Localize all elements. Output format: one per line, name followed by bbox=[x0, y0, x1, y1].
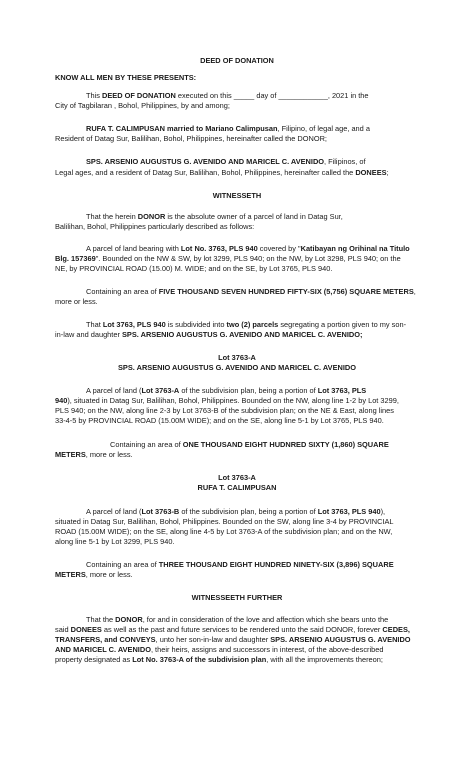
text: Containing an area of bbox=[110, 440, 183, 449]
lot-a-area-2 bbox=[55, 450, 427, 460]
conveyance-line-3 bbox=[55, 635, 427, 645]
area-unit: METERS bbox=[55, 570, 86, 579]
intro-heading: KNOW ALL MEN BY THESE PRESENTS: bbox=[55, 73, 197, 82]
text: covered by " bbox=[257, 244, 301, 253]
text: executed on this _____ day of ____________, 2021 in the bbox=[175, 91, 369, 100]
donor-line bbox=[86, 124, 458, 134]
execution-place: City of Tagbilaran , Bohol, Philippines, by and among; bbox=[55, 101, 230, 110]
text: , Filipino, of legal age, and a bbox=[277, 124, 370, 133]
title-name: Katibayan ng Orihinal na Titulo bbox=[300, 244, 410, 253]
lot-number: Lot No. 3763, PLS 940 bbox=[180, 244, 258, 253]
lot-number: Lot 3763, PLS bbox=[317, 386, 367, 395]
lot-b-area-2 bbox=[55, 570, 427, 580]
parcel-line-2 bbox=[55, 254, 427, 264]
area-unit: METERS bbox=[55, 450, 86, 459]
parcel-line-3: NE, by PROVINCIAL ROAD (15.00) M. WIDE; and on the SE, by Lot 3765, PLS 940. bbox=[55, 264, 333, 273]
lot-number: Lot 3763-A bbox=[141, 386, 180, 395]
subdivision-line-2 bbox=[55, 330, 427, 340]
text: A parcel of land ( bbox=[86, 386, 142, 395]
donor-residence: Resident of Datag Sur, Balilihan, Bohol, Philippines, hereinafter called the DONOR; bbox=[55, 134, 327, 143]
donees-line bbox=[86, 157, 458, 167]
conveyance-term: TRANSFERS, and CONVEYS bbox=[55, 635, 156, 644]
text: ". Bounded on the NW & SW, by lot 3299, PLS 940; on the NW, by Lot 3298, PLS 940; on the bbox=[95, 254, 401, 263]
lot-a-line-4: 33-4-5 by PROVINCIAL ROAD (15.00M WIDE); and on the SE, along line 5-1 by Lot 3765, PLS 940. bbox=[55, 416, 384, 425]
lot-number: 940 bbox=[55, 396, 68, 405]
lot-a-heading: Lot 3763-A bbox=[218, 353, 256, 362]
donees-term: DONEES bbox=[70, 625, 102, 634]
ownership-line bbox=[86, 212, 458, 222]
document-title: DEED OF DONATION bbox=[200, 56, 274, 65]
text: is the absolute owner of a parcel of land in Datag Sur, bbox=[165, 212, 343, 221]
lot-a-area bbox=[110, 440, 474, 450]
lot-designation: Lot No. 3763-A of the subdivision plan bbox=[132, 655, 267, 664]
text: Legal ages, and a resident of Datag Sur, Balilihan, Bohol, Philippines, hereinafter called the bbox=[55, 168, 356, 177]
lot-number: Lot 3763, PLS 940 bbox=[317, 507, 381, 516]
total-area: FIVE THOUSAND SEVEN HUNDRED FIFTY-SIX (5,756) SQUARE METERS bbox=[158, 287, 414, 296]
conveyance-line-5 bbox=[55, 655, 427, 665]
lot-a-line-2 bbox=[55, 396, 427, 406]
text: That the bbox=[86, 615, 116, 624]
text: , with all the improvements thereon; bbox=[266, 655, 383, 664]
donees-name: SPS. ARSENIO AUGUSTUS G. AVENIDO AND MARICEL C. AVENIDO bbox=[86, 157, 325, 166]
donees-term: DONEES bbox=[355, 168, 387, 177]
donees-residence bbox=[55, 168, 427, 178]
text: , unto her son-in-law and daughter bbox=[155, 635, 271, 644]
witnesseth-further-heading: WITNESSEETH FURTHER bbox=[191, 593, 283, 602]
conveyance-line-2 bbox=[55, 625, 427, 635]
title-number: Blg. 157369 bbox=[55, 254, 96, 263]
donees-name: AND MARICEL C. AVENIDO bbox=[55, 645, 151, 654]
parcel-line bbox=[86, 244, 458, 254]
donees-name: SPS. ARSENIO AUGUSTUS G. AVENIDO bbox=[270, 635, 411, 644]
area-line-2: more or less. bbox=[55, 297, 98, 306]
lot-a-line-1 bbox=[86, 386, 458, 396]
area-line bbox=[86, 287, 458, 297]
donor-name: RUFA T. CALIMPUSAN married to Mariano Calimpusan bbox=[86, 124, 278, 133]
lot-b-line-4: along line 5-1 by Lot 3299, PLS 940. bbox=[55, 537, 175, 546]
text: said bbox=[55, 625, 71, 634]
lot-b-owner: RUFA T. CALIMPUSAN bbox=[197, 483, 277, 492]
text: , for and in consideration of the love and affection which she bears unto the bbox=[142, 615, 389, 624]
text: That the herein bbox=[86, 212, 138, 221]
deed-term: DEED OF DONATION bbox=[102, 91, 176, 100]
parcel-count: two (2) parcels bbox=[226, 320, 279, 329]
donor-term: DONOR bbox=[137, 212, 166, 221]
text: of the subdivision plan, being a portion of bbox=[179, 507, 318, 516]
text: property designated as bbox=[55, 655, 133, 664]
lot-b-area bbox=[86, 560, 458, 570]
conveyance-line-4 bbox=[55, 645, 427, 655]
text: , their heirs, assigns and successors in interest, of the above-described bbox=[150, 645, 384, 654]
text: is subdivided into bbox=[165, 320, 227, 329]
lot-a-line-3: PLS 940; on the NW, along line 2-3 by Lot 3763-B of the subdivision plan; on the NE & East, along lines bbox=[55, 406, 394, 415]
donor-term: DONOR bbox=[115, 615, 143, 624]
lot-number: Lot 3763-B bbox=[141, 507, 180, 516]
text: Containing an area of bbox=[86, 287, 159, 296]
area-value: ONE THOUSAND EIGHT HUDNRED SIXTY (1,860) SQUARE bbox=[182, 440, 389, 449]
execution-line bbox=[86, 91, 458, 101]
lot-b-line-2: situated in Datag Sur, Balilihan, Bohol, Philippines. Bounded on the SW, along line 3-4 by PROVINCIAL bbox=[55, 517, 394, 526]
text: A parcel of land bearing with bbox=[86, 244, 181, 253]
witnesseth-heading: WITNESSETH bbox=[212, 191, 262, 200]
conveyance-line-1 bbox=[86, 615, 458, 625]
conveyance-term: CEDES, bbox=[382, 625, 410, 634]
text: , more or less. bbox=[85, 450, 133, 459]
donees-name: SPS. ARSENIO AUGUSTUS G. AVENIDO AND MARICEL C. AVENIDO; bbox=[121, 330, 363, 339]
lot-number: Lot 3763, PLS 940 bbox=[102, 320, 166, 329]
text: , Filipinos, of bbox=[324, 157, 366, 166]
text: segregating a portion given to my son- bbox=[278, 320, 407, 329]
text: That bbox=[86, 320, 103, 329]
lot-a-owner: SPS. ARSENIO AUGUSTUS G. AVENIDO AND MARICEL C. AVENIDO bbox=[117, 363, 357, 372]
ownership-line-2: Balilihan, Bohol, Philippines particularly described as follows: bbox=[55, 222, 255, 231]
subdivision-line bbox=[86, 320, 458, 330]
lot-b-line-3: ROAD (15.00M WIDE); on the SE, along line 4-5 by Lot 3763-A of the subdivision plan; and on the NW, bbox=[55, 527, 393, 536]
text: as well as the past and future services to be rendered unto the said DONOR, forever bbox=[101, 625, 383, 634]
area-value: THREE THOUSAND EIGHT HUNDRED NINETY-SIX (3,896) SQUARE bbox=[158, 560, 394, 569]
text: ; bbox=[386, 168, 389, 177]
text: ), situated in Datag Sur, Balilihan, Bohol, Philippines. Bounded on the NW, along line 1-2 by Lot 3299, bbox=[67, 396, 399, 405]
lot-b-line-1 bbox=[86, 507, 458, 517]
text: , more or less. bbox=[85, 570, 133, 579]
text: Containing an area of bbox=[86, 560, 159, 569]
text: This bbox=[86, 91, 103, 100]
lot-b-heading: Lot 3763-A bbox=[218, 473, 256, 482]
text: of the subdivision plan, being a portion of bbox=[179, 386, 318, 395]
text: ), bbox=[380, 507, 386, 516]
text: in-law and daughter bbox=[55, 330, 122, 339]
text: , bbox=[413, 287, 416, 296]
text: A parcel of land ( bbox=[86, 507, 142, 516]
